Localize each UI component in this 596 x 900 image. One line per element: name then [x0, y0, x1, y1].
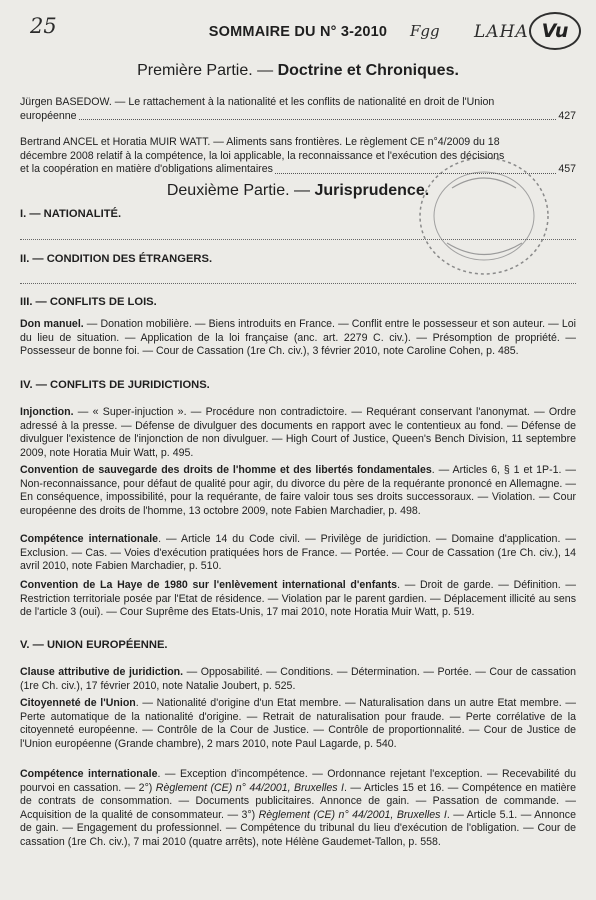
doctrine-item-1: [20, 96, 576, 123]
entry-text: — « Super-injuction ». — Procédure non contradictoire. — Requérant conservant l'anonymat. — Ordre adressé à la presse. — Défense de divulguer des documents en rapport avec le contentieux au fond. — Défense de divulguer l'existence de l'injonction de non divulguer. — High Court of Justice, Queen's Bench Division, 11 septembre 2009, note Horatia Muir Watt, p. 495.: [20, 406, 576, 459]
entry-regulation-ref: Règlement (CE) n° 44/2001, Bruxelles I: [258, 808, 447, 821]
dot-leader: [275, 173, 556, 174]
entry-clause-attributive: [20, 666, 576, 693]
section-union-europeenne: V. — UNION EUROPÉENNE.: [20, 639, 168, 651]
part-two-title: Jurisprudence.: [314, 182, 430, 199]
entry-don-manuel: [20, 318, 576, 359]
entry-text: . — Article 5.1. — Annonce de gain. — Engagement du professionnel. — Compétence du tribunal du lieu d'exécution de l'obligation. — Cour de cassation (1re Ch. civ.), 7 mai 2010 (quatre arrêts), note Hélène Gaudemet-Tallon, p. 558.: [20, 808, 576, 848]
part-one-prefix: Première Partie. —: [137, 62, 278, 79]
doctrine-item-2: [20, 136, 576, 177]
doctrine-item-2-last: et la coopération en matière d'obligations alimentaires: [20, 163, 273, 175]
entry-convention-la-haye: [20, 579, 576, 620]
entry-competence-internationale: [20, 533, 576, 574]
part-two-heading: [0, 182, 596, 200]
dot-leader: [20, 282, 576, 284]
entry-text: . — Articles 6, § 1 et 1P-1. — Non-reconnaissance, pour défaut de qualité pour agir, du divorce du père de la requérante prononcé en Allemagne. — En conséquence, impossibilité, pour la requérante, de faire valoir tous ses droits successoraux. — Violation. — Cour européenne des droits de l'homme, 13 octobre 2009, note Fabien Marchadier, p. 498.: [20, 464, 576, 517]
handwritten-annotation: LAHA: [474, 22, 529, 42]
section-conflits-juridictions: IV. — CONFLITS DE JURIDICTIONS.: [20, 379, 210, 391]
part-two-prefix: Deuxième Partie. —: [166, 182, 315, 199]
entry-cedh: [20, 464, 576, 518]
doctrine-item-2-tail: [20, 163, 576, 177]
entry-regulation-ref: Règlement (CE) n° 44/2001, Bruxelles I: [155, 781, 344, 794]
handwritten-initials: Fgg: [410, 22, 440, 40]
section-conflits-lois: III. — CONFLITS DE LOIS.: [20, 296, 157, 308]
section-condition-etrangers: II. — CONDITION DES ÉTRANGERS.: [20, 253, 213, 265]
doctrine-item-1-page: 427: [558, 109, 576, 122]
entry-text: . — Exception d'incompétence. — Ordonnance rejetant l'exception. — Recevabilité du pourvoi en cassation. — 2°): [20, 768, 576, 794]
dot-leader: [20, 238, 576, 240]
doctrine-item-1-line: Jürgen BASEDOW. — Le rattachement à la nationalité et les conflits de nationalité en droit de l'Union: [20, 96, 495, 108]
entry-heading: Clause attributive de juridiction.: [20, 666, 184, 678]
section-nationalite: I. — NATIONALITÉ.: [20, 208, 122, 220]
entry-competence-internationale-ue: [20, 768, 576, 849]
handwritten-number: 25: [30, 14, 57, 38]
entry-heading: Don manuel.: [20, 318, 84, 330]
entry-text: — Donation mobilière. — Biens introduits en France. — Conflit entre le possesseur et son auteur. — Loi du lieu de situation. — Application de la loi française (anc. art. 2279 C. civ.). — Présomption de propriété. — Possesseur de bonne foi. — Cour de Cassation (1re Ch. civ.), 3 février 2010, note Caroline Cohen, p. 485.: [20, 318, 576, 357]
part-one-title: Doctrine et Chroniques.: [277, 62, 459, 79]
entry-heading: Convention de La Haye de 1980 sur l'enlèvement international d'enfants: [20, 579, 398, 591]
entry-citoyennete-union: [20, 697, 576, 751]
entry-text: . — Articles 15 et 16. — Compétence en matière de contrats de consommation. — Documents publicitaires. Annonce de gain. — Passation de commande. — Acquisition de la qualité de consommateur. — 3°): [20, 781, 576, 821]
entry-text: — Opposabilité. — Conditions. — Détermination. — Portée. — Cour de cassation (1re Ch. civ.), 17 février 2010, note Natalie Joubert, p. 525.: [20, 666, 576, 692]
doctrine-item-1-last: européenne: [20, 109, 77, 122]
doctrine-item-1-tail: [20, 110, 576, 124]
entry-heading: Citoyenneté de l'Union: [20, 697, 136, 709]
entry-heading: Injonction.: [20, 406, 74, 418]
summary-title: SOMMAIRE DU N° 3-2010: [208, 24, 388, 40]
doctrine-item-2-page: 457: [558, 163, 576, 175]
doctrine-item-2-line: Bertrand ANCEL et Horatia MUIR WATT. — Aliments sans frontières. Le règlement CE n°4/2009 du 18: [20, 136, 500, 148]
doctrine-item-2-line: décembre 2008 relatif à la compétence, la loi applicable, la reconnaissance et l'exécution des décisions: [20, 149, 505, 162]
entry-heading: Compétence internationale: [20, 533, 159, 545]
entry-heading: Compétence internationale: [20, 768, 158, 780]
entry-text: . — Article 14 du Code civil. — Privilège de juridiction. — Domaine d'application. — Exclusion. — Cas. — Voies d'exécution pratiquées hors de France. — Portée. — Cour de Cassation (1re Ch. civ.), 14 avril 2010, note Fabien Marchadier, p. 510.: [20, 533, 576, 572]
entry-text: . — Nationalité d'origine d'un Etat membre. — Naturalisation dans un autre Etat membre. — Perte automatique de la nationalité d'origine. — Retrait de naturalisation pour fraude. — Perte corrélative de la citoyenneté européenne. — Contrôle de la Cour de Justice. — Contrôle de proportionnalité. — Cour de Justice de l'Union européenne (Grande chambre), 2 mars 2010, note Paul Lagarde, p. 540.: [20, 697, 576, 750]
entry-injonction: [20, 406, 576, 460]
entry-heading: Convention de sauvegarde des droits de l'homme et des libertés fondamentales: [20, 464, 432, 476]
part-one-heading: [0, 62, 596, 80]
dot-leader: [79, 119, 557, 120]
vu-stamp: Vu: [529, 12, 581, 50]
entry-text: . — Droit de garde. — Définition. — Restriction territoriale posée par l'Etat de résidence. — Violation par le parent gardien. — Déplacement illicité au sens de l'article 3 (oui). — Cour Suprême des Etats-Unis, 17 mai 2010, note Horatia Muir Watt, p. 519.: [20, 579, 577, 618]
